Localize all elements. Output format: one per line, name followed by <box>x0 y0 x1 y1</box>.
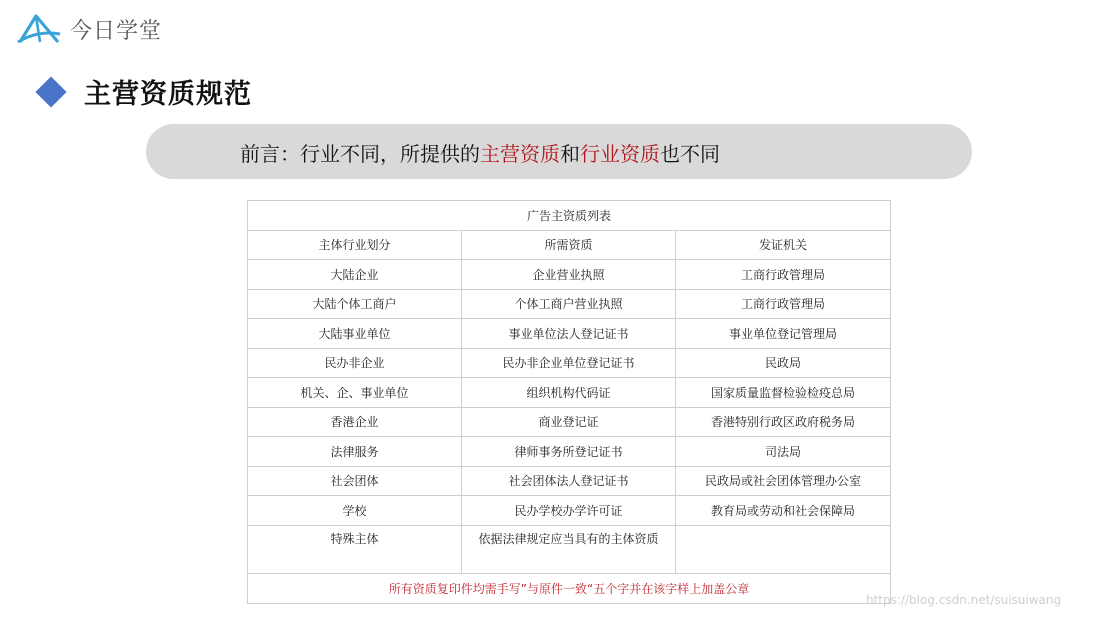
table-cell: 依据法律规定应当具有的主体资质 <box>462 525 676 573</box>
table-cell: 学校 <box>248 496 462 526</box>
table-cell: 律师事务所登记证书 <box>462 437 676 467</box>
table-row <box>248 348 891 378</box>
header-required-qualification: 所需资质 <box>462 230 676 260</box>
preface-middle: 和 <box>560 142 580 166</box>
table-cell: 社会团体法人登记证书 <box>462 466 676 496</box>
table-note-row <box>248 573 891 603</box>
table-row <box>248 496 891 526</box>
header-issuing-authority: 发证机关 <box>676 230 891 260</box>
table-cell: 工商行政管理局 <box>676 289 891 319</box>
table-cell: 香港特别行政区政府税务局 <box>676 407 891 437</box>
watermark: https://blog.csdn.net/suisuiwang <box>866 593 1062 607</box>
preface-suffix: 也不同 <box>660 142 720 166</box>
table-cell: 民办非企业 <box>248 348 462 378</box>
table-cell: 香港企业 <box>248 407 462 437</box>
table-cell: 企业营业执照 <box>462 260 676 290</box>
table-cell: 民办非企业单位登记证书 <box>462 348 676 378</box>
table-row <box>248 289 891 319</box>
table-cell: 法律服务 <box>248 437 462 467</box>
table-row <box>248 466 891 496</box>
preface-prefix: 前言：行业不同，所提供的 <box>240 142 480 166</box>
qualification-table <box>247 200 891 604</box>
table-cell: 国家质量监督检验检疫总局 <box>676 378 891 408</box>
diamond-bullet-icon <box>35 76 66 107</box>
table-title-row <box>248 201 891 231</box>
brand-logo <box>16 12 162 46</box>
table-row <box>248 378 891 408</box>
table-row <box>248 407 891 437</box>
table-cell: 商业登记证 <box>462 407 676 437</box>
table-row <box>248 525 891 573</box>
table-cell: 司法局 <box>676 437 891 467</box>
table-cell <box>676 525 891 573</box>
table-cell: 大陆事业单位 <box>248 319 462 349</box>
preface-highlight-main: 主营资质 <box>480 142 560 166</box>
table-row <box>248 437 891 467</box>
table-cell: 机关、企、事业单位 <box>248 378 462 408</box>
table-cell: 事业单位法人登记证书 <box>462 319 676 349</box>
header-entity-type: 主体行业划分 <box>248 230 462 260</box>
logo-icon <box>16 12 62 46</box>
table-cell: 组织机构代码证 <box>462 378 676 408</box>
page-title: 主营资质规范 <box>84 79 252 110</box>
table-cell: 大陆企业 <box>248 260 462 290</box>
table-cell: 个体工商户营业执照 <box>462 289 676 319</box>
table-header-row <box>248 230 891 260</box>
table-cell: 民政局或社会团体管理办公室 <box>676 466 891 496</box>
table-row <box>248 319 891 349</box>
table-cell: 工商行政管理局 <box>676 260 891 290</box>
table-cell: 大陆个体工商户 <box>248 289 462 319</box>
brand-name: 今日学堂 <box>70 18 163 44</box>
table-cell: 特殊主体 <box>248 525 462 573</box>
table-cell: 社会团体 <box>248 466 462 496</box>
table-cell: 民办学校办学许可证 <box>462 496 676 526</box>
table-cell: 事业单位登记管理局 <box>676 319 891 349</box>
preface-highlight-industry: 行业资质 <box>580 142 660 166</box>
table-title: 广告主资质列表 <box>248 201 891 231</box>
table-row <box>248 260 891 290</box>
table-cell: 民政局 <box>676 348 891 378</box>
preface-banner <box>146 124 972 179</box>
preface-text <box>240 138 720 167</box>
table-cell: 教育局或劳动和社会保障局 <box>676 496 891 526</box>
table-note: 所有资质复印件均需手写”与原件一致“五个字并在该字样上加盖公章 <box>248 573 891 603</box>
section-heading <box>40 72 252 111</box>
